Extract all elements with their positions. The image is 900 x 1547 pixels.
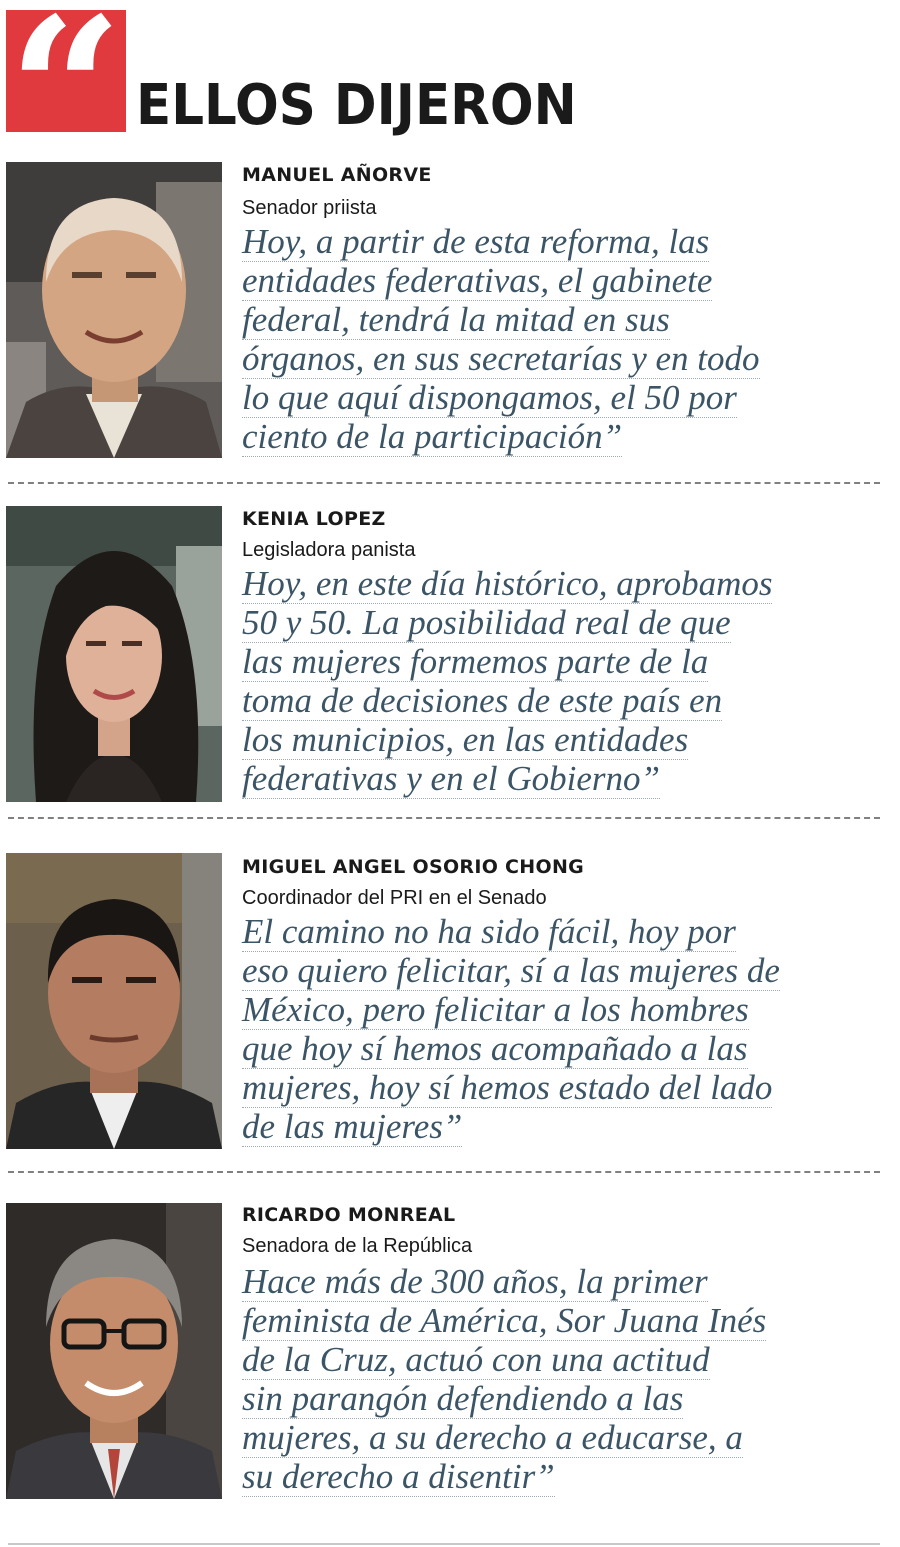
quote-line: mujeres, hoy sí hemos estado del lado <box>242 1068 773 1107</box>
quote-mark-glyph: “ <box>8 10 110 132</box>
quote-line: El camino no ha sido fácil, hoy por <box>242 912 736 951</box>
quote-text <box>242 564 892 798</box>
quote-line: ciento de la participación” <box>242 417 623 456</box>
quote-line: mujeres, a su derecho a educarse, a <box>242 1418 743 1457</box>
speaker-role: Senador priista <box>242 197 377 219</box>
quote-line: las mujeres formemos parte de la <box>242 642 709 681</box>
speaker-role: Coordinador del PRI en el Senado <box>242 887 547 909</box>
quote-line: órganos, en sus secretarías y en todo <box>242 339 760 378</box>
quote-line: toma de decisiones de este país en <box>242 681 723 720</box>
quote-line: Hace más de 300 años, la primer <box>242 1262 708 1301</box>
quote-line: su derecho a disentir” <box>242 1457 555 1496</box>
quote-text <box>242 912 892 1146</box>
quote-line: Hoy, a partir de esta reforma, las <box>242 222 710 261</box>
entry-divider <box>8 1171 880 1173</box>
quote-line: eso quiero felicitar, sí a las mujeres de <box>242 951 780 990</box>
quote-line: los municipios, en las entidades <box>242 720 689 759</box>
portrait-photo <box>6 1203 222 1499</box>
section-title: ELLOS DIJERON <box>136 73 577 138</box>
bottom-rule <box>8 1543 880 1545</box>
section-header <box>0 0 900 150</box>
quote-line: federal, tendrá la mitad en sus <box>242 300 670 339</box>
quote-line: México, pero felicitar a los hombres <box>242 990 749 1029</box>
quote-text <box>242 1262 892 1496</box>
speaker-name: KENIA LOPEZ <box>242 508 386 530</box>
quote-line: Hoy, en este día histórico, aprobamos <box>242 564 773 603</box>
portrait-photo <box>6 853 222 1149</box>
quote-line: feminista de América, Sor Juana Inés <box>242 1301 767 1340</box>
quote-line: de las mujeres” <box>242 1107 463 1146</box>
quote-line: lo que aquí dispongamos, el 50 por <box>242 378 737 417</box>
quote-text <box>242 222 892 456</box>
quote-line: entidades federativas, el gabinete <box>242 261 713 300</box>
speaker-name: RICARDO MONREAL <box>242 1204 456 1226</box>
quote-line: 50 y 50. La posibilidad real de que <box>242 603 731 642</box>
entry-divider <box>8 482 880 484</box>
portrait-photo <box>6 162 222 458</box>
quote-line: que hoy sí hemos acompañado a las <box>242 1029 748 1068</box>
speaker-role: Senadora de la República <box>242 1235 473 1257</box>
portrait-photo <box>6 506 222 802</box>
speaker-role: Legisladora panista <box>242 539 416 561</box>
quote-line: federativas y en el Gobierno” <box>242 759 660 798</box>
quote-line: de la Cruz, actuó con una actitud <box>242 1340 710 1379</box>
speaker-name: MIGUEL ANGEL OSORIO CHONG <box>242 856 585 878</box>
entry-divider <box>8 817 880 819</box>
quote-line: sin parangón defendiendo a las <box>242 1379 684 1418</box>
speaker-name: MANUEL AÑORVE <box>242 164 432 186</box>
quote-mark-icon <box>6 10 126 132</box>
